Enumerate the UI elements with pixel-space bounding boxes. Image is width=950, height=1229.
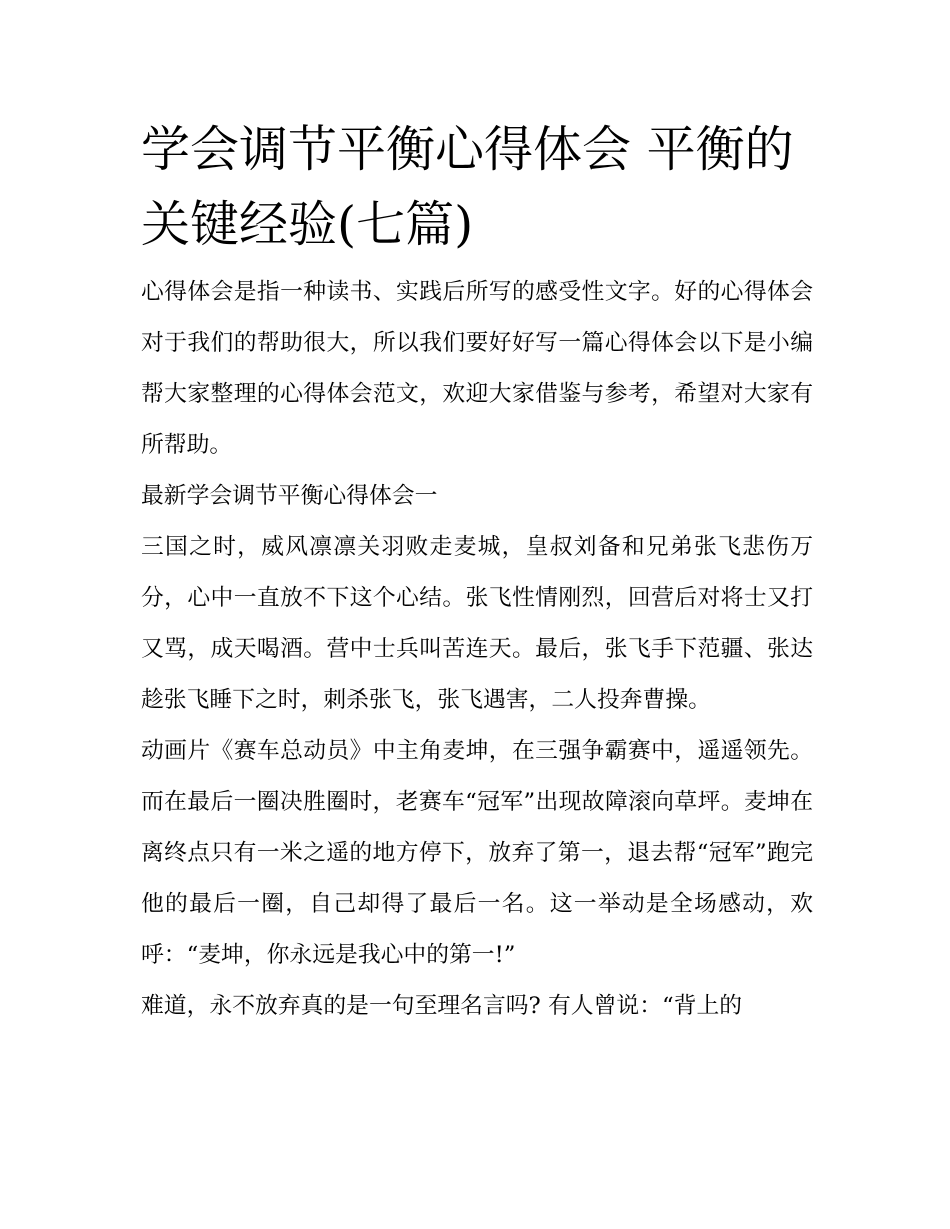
intro-paragraph: 心得体会是指一种读书、实践后所写的感受性文字。好的心得体会对于我们的帮助很大，所以我们要好好写一篇心得体会以下是小编帮大家整理的心得体会范文，欢迎大家借鉴与参考，希望对大家有所帮助。 — [141, 279, 813, 458]
story-paragraph-cars: 动画片《赛车总动员》中主角麦坤，在三强争霸赛中，遥遥领先。而在最后一圈决胜圈时，老赛车“冠军”出现故障滚向草坪。麦坤在离终点只有一米之遥的地方停下，放弃了第一，退去帮“冠军”跑完他的最后一圈，自己却得了最后一名。这一举动是全场感动，欢呼：“麦坤，你永远是我心中的第一!” — [141, 738, 813, 968]
question-paragraph: 难道，永不放弃真的是一句至理名言吗? 有人曾说：“背上的 — [141, 993, 743, 1019]
document-content — [141, 112, 813, 1032]
story-paragraph-three-kingdoms: 三国之时，威风凛凛关羽败走麦城，皇叔刘备和兄弟张飞悲伤万分，心中一直放不下这个心结。张飞性情刚烈，回营后对将士又打又骂，成天喝酒。营中士兵叫苦连天。最后，张飞手下范疆、张达趁张飞睡下之时，刺杀张飞，张飞遇害，二人投奔曹操。 — [141, 534, 813, 713]
document-title: 学会调节平衡心得体会 平衡的关键经验(七篇) — [141, 121, 794, 253]
section-heading: 最新学会调节平衡心得体会一 — [141, 483, 438, 509]
document-body — [141, 267, 813, 1032]
